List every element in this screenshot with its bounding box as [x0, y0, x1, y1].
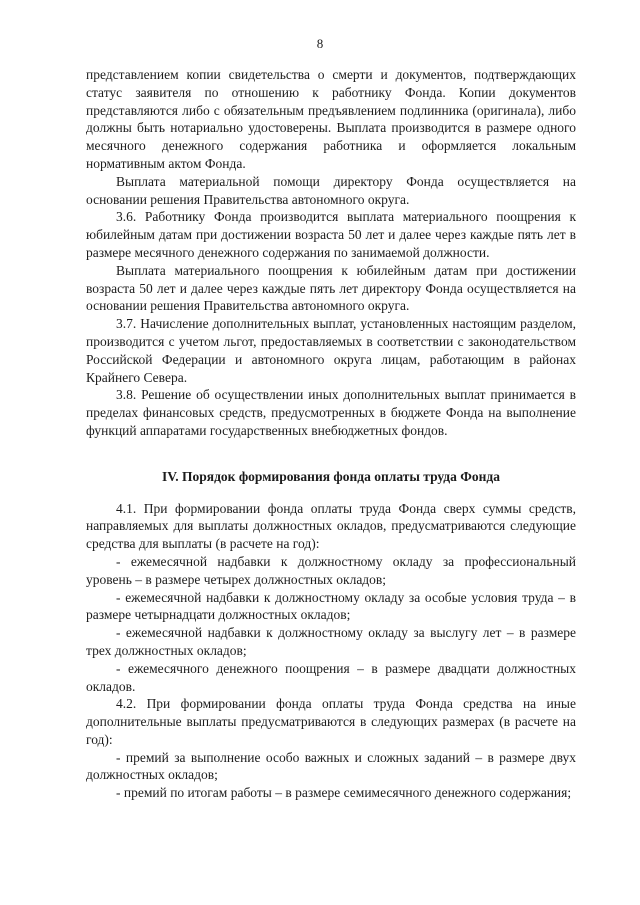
- list-item: - ежемесячного денежного поощрения – в размере двадцати должностных окладов.: [86, 660, 576, 694]
- paragraph-3-8: 3.8. Решение об осуществлении иных дополнительных выплат принимается в пределах финансовых средств, предусмотренных в бюджете Фонда на выполнение функций аппаратами государственных внебюджетных фондов.: [86, 387, 576, 438]
- paragraph-4-1: 4.1. При формировании фонда оплаты труда Фонда сверх суммы средств, направляемых для выплаты должностных окладов, предусматриваются следующие средства для выплаты (в расчете на год):: [86, 500, 576, 552]
- paragraph-3-7: 3.7. Начисление дополнительных выплат, установленных настоящим разделом, производится с учетом льгот, предоставляемых в соответствии с законодательством Российской Федерации и автономного округа лицам, работающим в районах Крайнего Севера.: [86, 316, 576, 385]
- list-item: - ежемесячной надбавки к должностному окладу за особые условия труда – в размере четырнадцати должностных окладов;: [86, 589, 576, 623]
- section-heading: IV. Порядок формирования фонда оплаты труда Фонда: [162, 468, 500, 484]
- paragraph-3-6: 3.6. Работнику Фонда производится выплата материального поощрения к юбилейным датам при достижении возраста 50 лет и далее через каждые пять лет в размере месячного денежного содержания по занимаемой должности.: [86, 209, 576, 260]
- list-item: - ежемесячной надбавки к должностному окладу за профессиональный уровень – в размере четырех должностных окладов;: [86, 553, 576, 587]
- list-item: - ежемесячной надбавки к должностному окладу за выслугу лет – в размере трех должностных окладов;: [86, 625, 576, 658]
- paragraph-director-jubilee: Выплата материального поощрения к юбилейным датам при достижении возраста 50 лет и далее через каждые пять лет директору Фонда осуществляется на основании решения Правительства автономного округа.: [86, 262, 576, 314]
- list-item: - премий по итогам работы – в размере семимесячного денежного содержания;: [116, 785, 572, 801]
- paragraph-4-2: 4.2. При формировании фонда оплаты труда Фонда средства на иные дополнительные выплаты предусматриваются в следующих размерах (в расчете на год):: [86, 696, 576, 747]
- document-body: [86, 66, 576, 802]
- page-number: 8: [316, 36, 324, 51]
- paragraph-continuation: представлением копии свидетельства о смерти и документов, подтверждающих статус заявителя по отношению к работнику Фонда. Копии документов представляются либо с обязательным предъявлением подлинника (оригинала), либо должны быть нотариально удостоверены. Выплата производится в размере одного месячного денежного содержания работника и оформляется локальным нормативным актом Фонда.: [86, 67, 576, 171]
- paragraph-director-aid: Выплата материальной помощи директору Фонда осуществляется на основании решения Правительства автономного округа.: [86, 173, 576, 207]
- list-item: - премий за выполнение особо важных и сложных заданий – в размере двух должностных окладов;: [86, 749, 576, 783]
